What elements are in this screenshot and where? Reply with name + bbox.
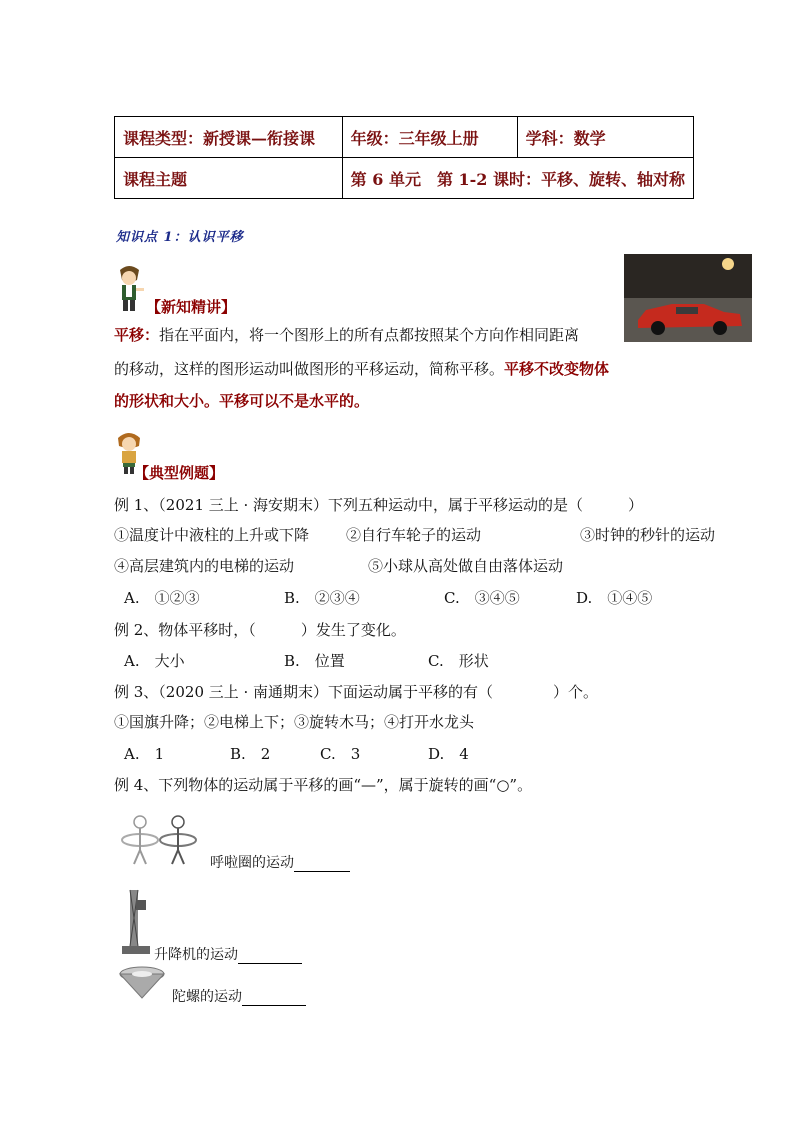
hula-hoop-icon: [120, 814, 202, 866]
spinning-top-icon: [116, 964, 168, 1000]
course-type: 课程类型：新授课—衔接课: [115, 117, 343, 158]
option-a[interactable]: A. 大小: [124, 652, 185, 670]
definition-line-3: 的形状和大小。平移可以不是水平的。: [114, 392, 370, 410]
example-3-items: ①国旗升降；②电梯上下；③旋转木马；④打开水龙头: [114, 713, 475, 731]
option-a[interactable]: A. ①②③: [124, 589, 200, 607]
example-1-options: [124, 587, 664, 607]
example-1-items-row2: ④高层建筑内的电梯的运动 ⑤小球从高处做自由落体运动: [114, 557, 564, 575]
example-1-items-row1: ①温度计中液柱的上升或下降 ②自行车轮子的运动 ③时钟的秒针的运动: [114, 526, 716, 544]
definition-line-1: 平移：指在平面内，将一个图形上的所有点都按照某个方向作相同距离: [114, 326, 580, 344]
header-table: [114, 116, 694, 199]
option-b[interactable]: B. ②③④: [284, 589, 360, 607]
example-2-options: [124, 650, 524, 670]
option-a[interactable]: A. 1: [124, 745, 165, 763]
subject: 学科：数学: [517, 117, 693, 158]
topic: 第 6 单元 第 1-2 课时：平移、旋转、轴对称: [342, 158, 693, 199]
example-3-question: 例 3、（2020 三上 · 南通期末）下面运动属于平移的有（ ）个。: [114, 683, 599, 701]
grade: 年级：三年级上册: [342, 117, 517, 158]
elevator-icon: [118, 886, 152, 954]
example-3-options: [124, 743, 524, 763]
option-c[interactable]: C. 形状: [428, 652, 489, 670]
answer-blank[interactable]: [238, 963, 302, 964]
new-knowledge-title: 【新知精讲】: [146, 298, 237, 316]
option-b[interactable]: B. 2: [230, 745, 271, 763]
option-d[interactable]: D. ①④⑤: [576, 589, 653, 607]
topic-label: 课程主题: [115, 158, 343, 199]
hula-hoop-item: 呼啦圈的运动: [210, 852, 350, 872]
elevator-item: 升降机的运动: [154, 944, 302, 964]
definition-line-2: 的移动，这样的图形运动叫做图形的平移运动，简称平移。平移不改变物体: [114, 360, 610, 378]
option-c[interactable]: C. ③④⑤: [444, 589, 520, 607]
teacher-figure-icon: [112, 262, 146, 312]
spinning-top-item: 陀螺的运动: [172, 986, 306, 1006]
knowledge-point-title: 知识点 1：认识平移: [116, 230, 244, 245]
option-d[interactable]: D. 4: [428, 745, 469, 763]
option-c[interactable]: C. 3: [320, 745, 361, 763]
example-4-question: 例 4、下列物体的运动属于平移的画“—”，属于旋转的画“○”。: [114, 776, 533, 794]
example-2-question: 例 2、物体平移时，（ ）发生了变化。: [114, 621, 406, 639]
car-photo: [624, 254, 752, 342]
example-1-question: 例 1、（2021 三上 · 海安期末）下列五种运动中，属于平移运动的是（ ）: [114, 496, 644, 514]
answer-blank[interactable]: [242, 1005, 306, 1006]
examples-title: 【典型例题】: [134, 464, 225, 482]
option-b[interactable]: B. 位置: [284, 652, 345, 670]
answer-blank[interactable]: [294, 871, 350, 872]
